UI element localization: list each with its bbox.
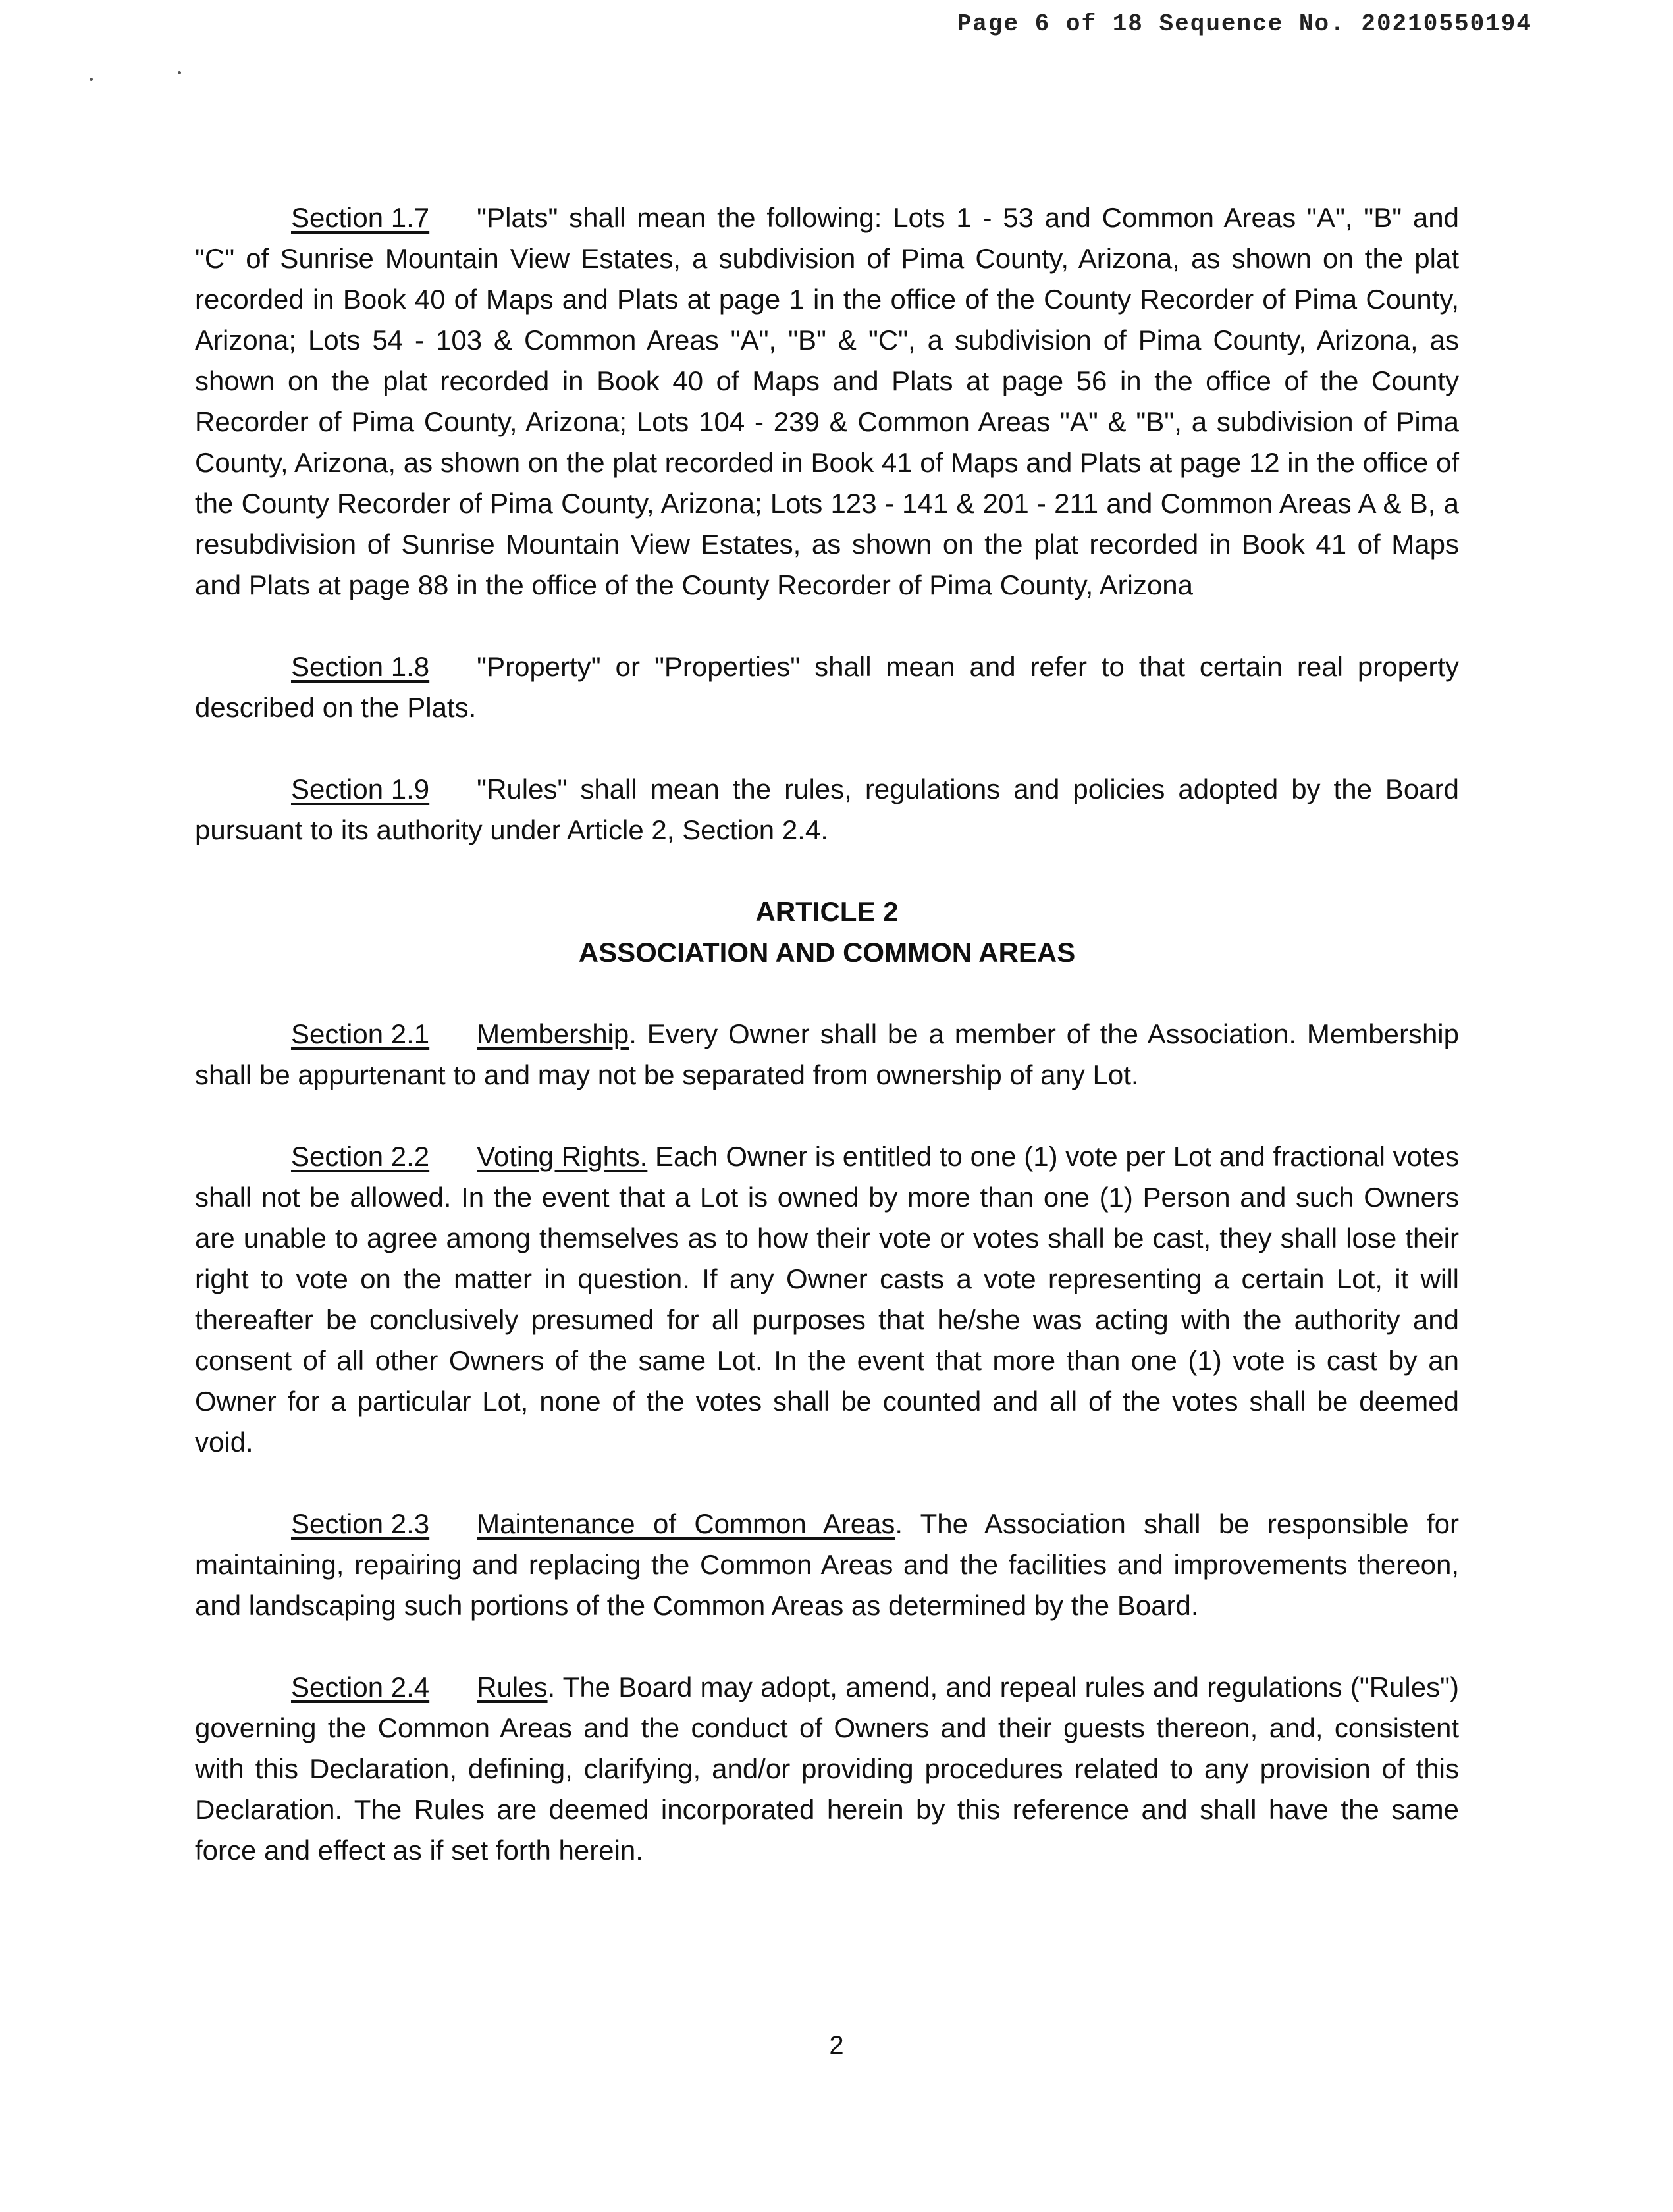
section-number: Section 1.8 — [291, 651, 430, 682]
section-1-8 — [195, 646, 1459, 728]
section-2-3 — [195, 1504, 1459, 1626]
section-number: Section 2.4 — [291, 1672, 430, 1702]
section-1-7 — [195, 198, 1459, 606]
section-2-4 — [195, 1667, 1459, 1871]
section-title: Voting Rights. — [477, 1141, 648, 1172]
article-heading — [195, 891, 1459, 973]
section-text: "Plats" shall mean the following: Lots 1 - 53 and Common Areas "A", "B" and "C" of Sunrise Mountain View Estates, a subdivision of Pima County, Arizona, as shown on the plat recorded in Book 40 of Maps and Plats at page 1 in the office of the County Recorder of Pima County, Arizona; Lots 54 - 103 & Common Areas "A", "B" & "C", a subdivision of Pima County, Arizona, as shown on the plat recorded in Book 40 of Maps and Plats at page 56 in the office of the County Recorder of Pima County, Arizona; Lots 104 - 239 & Common Areas "A" & "B", a subdivision of Pima County, Arizona, as shown on the plat recorded in Book 41 of Maps and Plats at page 12 in the office of the County Recorder of Pima County, Arizona; Lots 123 - 141 & 201 - 211 and Common Areas A & B, a resubdivision of Sunrise Mountain View Estates, as shown on the plat recorded in Book 41 of Maps and Plats at page 88 in the office of the County Recorder of Pima County, Arizona — [195, 202, 1460, 600]
section-number: Section 2.2 — [291, 1141, 430, 1172]
section-1-9 — [195, 769, 1459, 851]
scan-speck — [90, 78, 93, 81]
section-number: Section 2.1 — [291, 1018, 430, 1049]
section-text: . The Association shall be responsible for maintaining, repairing and replacing the Common Areas and the facilities and improvements thereon, and landscaping such portions of the Common Areas as determined by the Board. — [195, 1508, 1459, 1621]
section-number: Section 1.9 — [291, 774, 430, 804]
section-2-1 — [195, 1014, 1459, 1095]
section-text: Each Owner is entitled to one (1) vote per Lot and fractional votes shall not be allowed. In the event that a Lot is owned by more than one (1) Person and such Owners are unable to agree among themselves as to how their vote or votes shall be cast, they shall lose their right to vote on the matter in question. If any Owner casts a vote representing a certain Lot, it will thereafter be conclusively presumed for all purposes that he/she was acting with the authority and consent of all other Owners of the same Lot. In the event that more than one (1) vote is cast by an Owner for a particular Lot, none of the votes shall be counted and all of the votes shall be deemed void. — [195, 1141, 1460, 1458]
page-number: 2 — [829, 2031, 844, 2060]
section-number: Section 1.7 — [291, 202, 430, 233]
section-title: Membership — [477, 1018, 629, 1049]
section-text: "Rules" shall mean the rules, regulations and policies adopted by the Board pursuant to its authority under Article 2, Section 2.4. — [195, 774, 1459, 845]
article-title: ASSOCIATION AND COMMON AREAS — [578, 937, 1076, 968]
section-text: . Every Owner shall be a member of the Association. Membership shall be appurtenant to and may not be separated from ownership of any Lot. — [195, 1018, 1459, 1090]
section-text: . The Board may adopt, amend, and repeal rules and regulations ("Rules") governing the Common Areas and the conduct of Owners and their guests thereon, and, consistent with this Declaration, defining, clarifying, and/or providing procedures related to any provision of this Declaration. The Rules are deemed incorporated herein by this reference and shall have the same force and effect as if set forth herein. — [195, 1672, 1459, 1866]
section-text: "Property" or "Properties" shall mean and refer to that certain real property described on the Plats. — [195, 651, 1459, 723]
scan-speck — [178, 71, 181, 74]
page-sequence-header: Page 6 of 18 Sequence No. 20210550194 — [957, 11, 1532, 38]
section-number: Section 2.3 — [291, 1508, 430, 1539]
document-body — [195, 198, 1459, 1912]
section-title: Rules — [477, 1672, 548, 1702]
section-2-2 — [195, 1136, 1459, 1463]
article-number: ARTICLE 2 — [755, 896, 899, 927]
section-title: Maintenance of Common Areas — [477, 1508, 895, 1539]
